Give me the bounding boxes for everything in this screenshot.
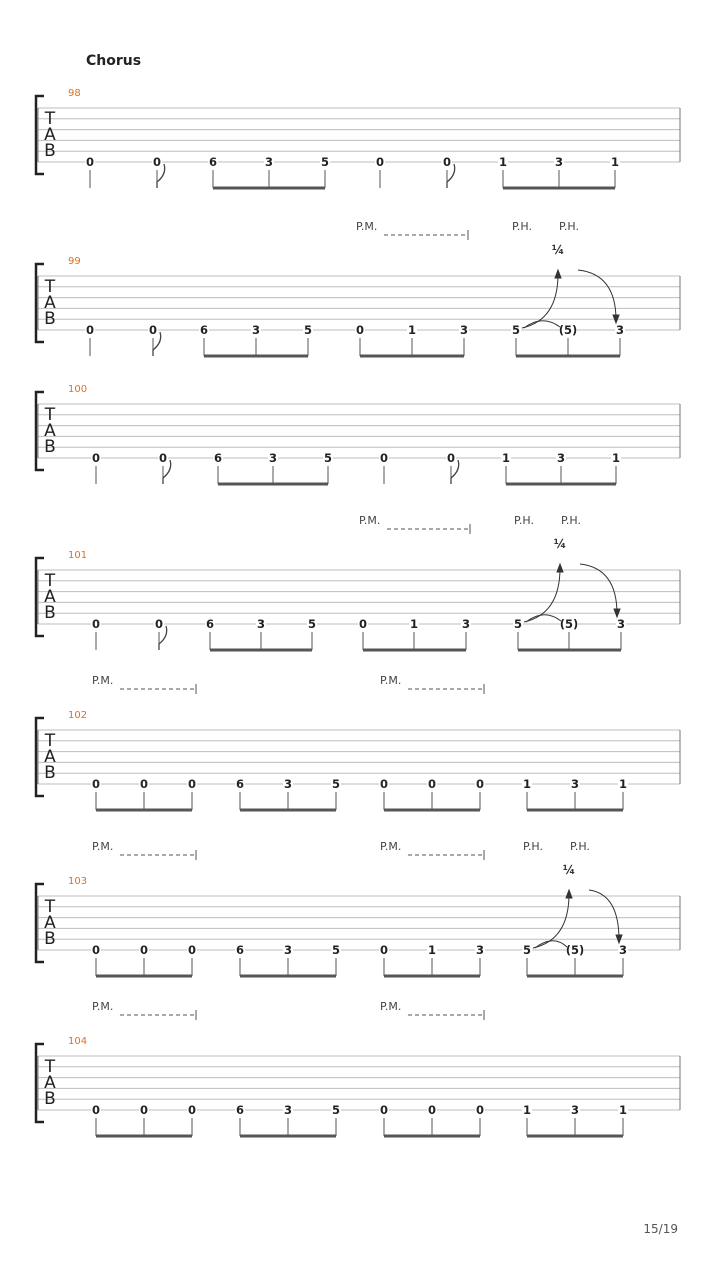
tab-clef-letter: T: [44, 897, 56, 917]
fret-number: 0: [148, 323, 158, 337]
fret-number: 3: [475, 943, 485, 957]
fret-number: 5: [511, 323, 521, 337]
fret-number: 5: [331, 943, 341, 957]
tab-system-102: [36, 674, 680, 810]
fret-number: 3: [570, 777, 580, 791]
fret-number: 0: [154, 617, 164, 631]
fret-number: 3: [556, 451, 566, 465]
hold-curve: [535, 941, 567, 948]
fret-number: 0: [91, 617, 101, 631]
tab-clef-letter: B: [44, 141, 56, 161]
tab-clef-letter: T: [44, 405, 56, 425]
tab-clef-letter: B: [44, 309, 56, 329]
tab-clef-letter: A: [44, 587, 56, 607]
palm-mute-label: P.M.: [380, 1000, 402, 1013]
measure-number: 102: [68, 710, 88, 721]
palm-mute-label: P.M.: [359, 514, 381, 527]
fret-number: 0: [139, 777, 149, 791]
fret-number: 0: [427, 777, 437, 791]
fret-number: 0: [91, 777, 101, 791]
fret-number: 1: [498, 155, 508, 169]
tab-system-99: [36, 220, 680, 356]
tab-clef-letter: T: [44, 731, 56, 751]
fret-number: 5: [522, 943, 532, 957]
tab-clef-letter: A: [44, 747, 56, 767]
fret-number: 0: [379, 451, 389, 465]
measure-number: 98: [68, 88, 81, 99]
release-curve: [589, 890, 619, 940]
tab-clef-letter: T: [44, 109, 56, 129]
release-curve: [580, 564, 617, 614]
pinch-harmonic-label: P.H.: [512, 220, 532, 233]
fret-number: 3: [283, 1103, 293, 1117]
pinch-harmonic-label: P.H.: [559, 220, 579, 233]
fret-number: 0: [152, 155, 162, 169]
fret-number: 3: [615, 323, 625, 337]
pinch-harmonic-label: P.H.: [570, 840, 590, 853]
fret-number: 0: [475, 777, 485, 791]
tab-clef-letter: B: [44, 437, 56, 457]
fret-number: 6: [235, 1103, 245, 1117]
tab-clef-letter: T: [44, 1057, 56, 1077]
pinch-harmonic-label: P.H.: [523, 840, 543, 853]
fret-number: 0: [475, 1103, 485, 1117]
fret-number: 3: [554, 155, 564, 169]
fret-number: 3: [459, 323, 469, 337]
tab-system-100: [36, 384, 680, 484]
tab-system-101: [36, 514, 680, 650]
tab-clef-letter: T: [44, 571, 56, 591]
tab-clef-letter: B: [44, 1089, 56, 1109]
palm-mute-label: P.M.: [92, 1000, 114, 1013]
hold-curve: [524, 321, 560, 328]
palm-mute-label: P.M.: [380, 674, 402, 687]
measure-number: 104: [68, 1036, 88, 1047]
tab-system-104: [36, 1000, 680, 1136]
fret-number: 0: [91, 1103, 101, 1117]
tab-system-103: [36, 840, 680, 976]
palm-mute-label: P.M.: [356, 220, 378, 233]
fret-number: 0: [355, 323, 365, 337]
fret-number: 0: [187, 777, 197, 791]
bend-up-curve: [522, 274, 558, 328]
fret-number: 3: [616, 617, 626, 631]
fret-number: 3: [283, 777, 293, 791]
fret-number: 0: [379, 777, 389, 791]
fret-number: 5: [323, 451, 333, 465]
palm-mute-label: P.M.: [92, 840, 114, 853]
fret-number: 5: [331, 777, 341, 791]
fret-number: 3: [251, 323, 261, 337]
bend-up-arrowhead: [566, 890, 572, 898]
fret-number: 0: [158, 451, 168, 465]
tab-clef-letter: B: [44, 603, 56, 623]
tab-clef-letter: A: [44, 293, 56, 313]
palm-mute-label: P.M.: [380, 840, 402, 853]
bend-up-arrowhead: [557, 564, 563, 572]
fret-number: 3: [268, 451, 278, 465]
measure-number: 101: [68, 550, 88, 561]
fret-number: (5): [565, 943, 585, 957]
tab-clef-letter: A: [44, 1073, 56, 1093]
fret-number: 0: [446, 451, 456, 465]
fret-number: 0: [187, 1103, 197, 1117]
fret-number: 3: [461, 617, 471, 631]
fret-number: 1: [427, 943, 437, 957]
tab-clef-letter: B: [44, 763, 56, 783]
fret-number: 6: [199, 323, 209, 337]
fret-number: 5: [513, 617, 523, 631]
fret-number: 1: [501, 451, 511, 465]
fret-number: 0: [442, 155, 452, 169]
tab-clef-letter: A: [44, 913, 56, 933]
palm-mute-label: P.M.: [92, 674, 114, 687]
fret-number: (5): [559, 617, 579, 631]
page-number: 15/19: [643, 1222, 678, 1236]
measure-number: 103: [68, 876, 88, 887]
fret-number: 0: [427, 1103, 437, 1117]
fret-number: 0: [85, 323, 95, 337]
fret-number: 1: [522, 777, 532, 791]
tab-system-98: [36, 88, 680, 188]
section-title: Chorus: [86, 53, 142, 69]
bend-amount: ¼: [553, 537, 567, 551]
fret-number: 0: [139, 943, 149, 957]
bend-up-curve: [533, 894, 569, 948]
fret-number: 1: [409, 617, 419, 631]
fret-number: 0: [358, 617, 368, 631]
fret-number: 5: [331, 1103, 341, 1117]
fret-number: 1: [610, 155, 620, 169]
fret-number: 5: [320, 155, 330, 169]
bend-amount: ¼: [551, 243, 565, 257]
bend-up-arrowhead: [555, 270, 561, 278]
fret-number: 3: [570, 1103, 580, 1117]
fret-number: 0: [85, 155, 95, 169]
fret-number: 1: [522, 1103, 532, 1117]
tab-clef-letter: T: [44, 277, 56, 297]
fret-number: 0: [187, 943, 197, 957]
fret-number: 6: [235, 943, 245, 957]
fret-number: 3: [256, 617, 266, 631]
fret-number: 1: [618, 1103, 628, 1117]
fret-number: 6: [208, 155, 218, 169]
fret-number: 0: [379, 943, 389, 957]
fret-number: 5: [303, 323, 313, 337]
fret-number: 3: [264, 155, 274, 169]
pinch-harmonic-label: P.H.: [514, 514, 534, 527]
fret-number: 3: [618, 943, 628, 957]
fret-number: 6: [205, 617, 215, 631]
measure-number: 99: [68, 256, 81, 267]
fret-number: 6: [235, 777, 245, 791]
fret-number: 0: [91, 943, 101, 957]
tab-clef-letter: A: [44, 421, 56, 441]
fret-number: 6: [213, 451, 223, 465]
hold-curve: [526, 615, 561, 622]
tab-clef-letter: B: [44, 929, 56, 949]
tab-clef-letter: A: [44, 125, 56, 145]
fret-number: 0: [91, 451, 101, 465]
fret-number: 0: [379, 1103, 389, 1117]
bend-amount: ¼: [562, 863, 576, 877]
pinch-harmonic-label: P.H.: [561, 514, 581, 527]
fret-number: 1: [618, 777, 628, 791]
measure-number: 100: [68, 384, 88, 395]
fret-number: 0: [139, 1103, 149, 1117]
fret-number: 5: [307, 617, 317, 631]
fret-number: 1: [407, 323, 417, 337]
bend-up-curve: [524, 568, 560, 622]
fret-number: 3: [283, 943, 293, 957]
fret-number: (5): [558, 323, 578, 337]
release-curve: [578, 270, 616, 320]
fret-number: 0: [375, 155, 385, 169]
fret-number: 1: [611, 451, 621, 465]
